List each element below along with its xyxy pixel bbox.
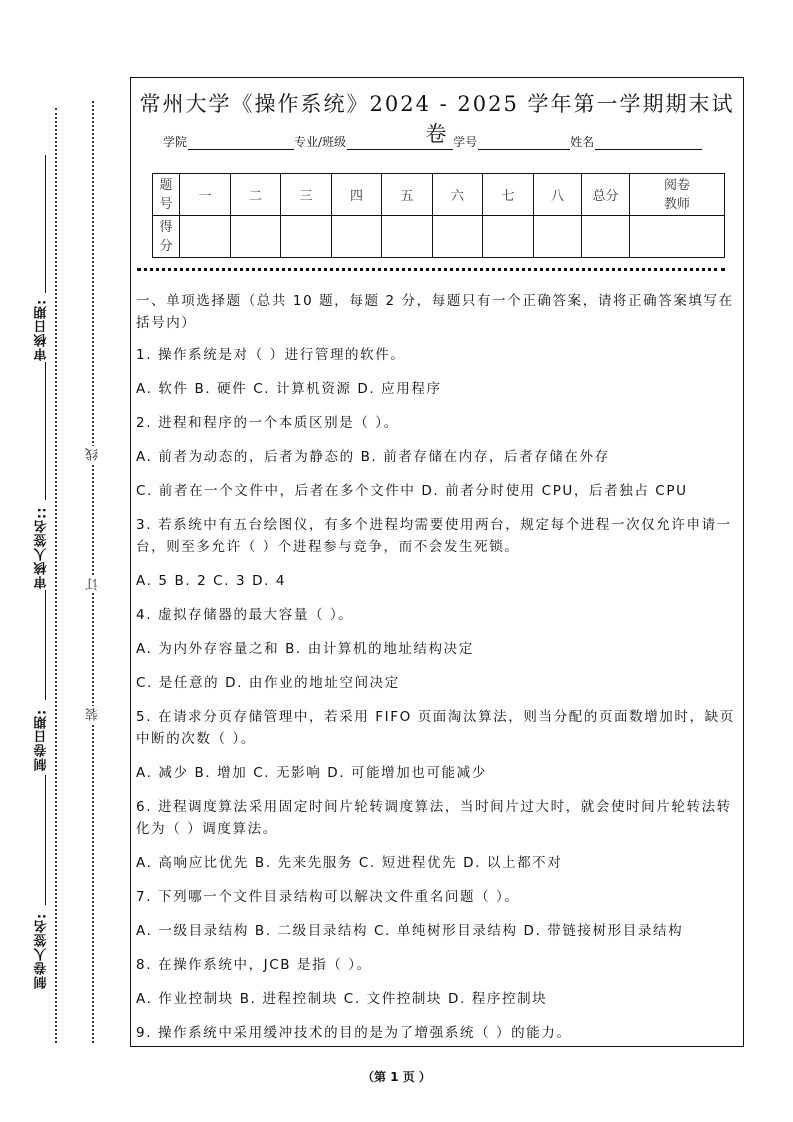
score-row-header: 得 分	[153, 216, 180, 258]
reviewer-signature-line-top	[45, 362, 46, 500]
col-5: 五	[382, 174, 433, 216]
question-4: 4. 虚拟存储器的最大容量（ ）。	[136, 607, 354, 623]
binding-char-xian: 线	[86, 448, 101, 461]
exam-title: 常州大学《操作系统》2024 - 2025 学年第一学期期末试卷	[139, 92, 735, 146]
reviewer-signature-label: 审核人签名::	[34, 506, 50, 589]
question-8-options: A. 作业控制块 B. 进程控制块 C. 文件控制块 D. 程序控制块	[136, 991, 548, 1007]
question-9: 9. 操作系统中采用缓冲技术的目的是为了增强系统（ ）的能力。	[136, 1025, 572, 1041]
score-cell-6[interactable]	[433, 216, 483, 258]
exam-page-frame	[130, 77, 744, 1047]
student-id-label: 学号	[453, 135, 478, 149]
col-4: 四	[332, 174, 382, 216]
question-3: 3. 若系统中有五台绘图仪，有多个进程均需要使用两台，规定每个进程一次仅允许申请一台，则至多允许（ ）个进程参与竞争，而不会发生死锁。	[136, 517, 732, 555]
major-class-field[interactable]	[347, 135, 453, 150]
grader-header: 阅卷 教师	[630, 174, 725, 216]
question-1: 1. 操作系统是对（ ）进行管理的软件。	[136, 347, 406, 363]
section-divider-dotted	[137, 268, 725, 271]
binding-char-zhuang: 装	[86, 708, 101, 721]
question-6-options: A. 高响应比优先 B. 先来先服务 C. 短进程优先 D. 以上都不对	[136, 855, 563, 871]
margin-dotted-line-outer	[92, 101, 94, 1043]
col-3: 三	[281, 174, 332, 216]
col-1: 一	[180, 174, 231, 216]
score-cell-5[interactable]	[382, 216, 433, 258]
name-label: 姓名	[570, 135, 595, 149]
binding-char-ding: 订	[86, 578, 101, 591]
prepare-date-line	[45, 775, 46, 905]
question-8: 8. 在操作系统中，JCB 是指（ ）。	[136, 957, 372, 973]
question-6: 6. 进程调度算法采用固定时间片轮转调度算法，当时间片过大时，就会使时间片轮转法转化为（ ）调度算法。	[136, 799, 732, 837]
col-7: 七	[483, 174, 534, 216]
question-number-header: 题 号	[153, 174, 180, 216]
review-date-line	[45, 155, 46, 293]
question-2-options-cd: C. 前者在一个文件中，后者在多个文件中 D. 前者分时使用 CPU，后者独占 CPU	[136, 483, 688, 499]
name-field[interactable]	[595, 135, 702, 150]
col-8: 八	[534, 174, 582, 216]
col-6: 六	[433, 174, 483, 216]
score-cell-8[interactable]	[534, 216, 582, 258]
question-4-options-cd: C. 是任意的 D. 由作业的地址空间决定	[136, 675, 400, 691]
score-cell-4[interactable]	[332, 216, 382, 258]
section-single-choice	[136, 290, 737, 1056]
reviewer-signature-line	[45, 590, 46, 700]
score-cell-2[interactable]	[231, 216, 281, 258]
question-7: 7. 下列哪一个文件目录结构可以解决文件重名问题（ ）。	[136, 889, 520, 905]
college-field[interactable]	[188, 135, 294, 150]
question-number-row	[153, 174, 725, 216]
score-cell-1[interactable]	[180, 216, 231, 258]
major-class-label: 专业/班级	[294, 135, 347, 149]
question-3-options: A. 5 B. 2 C. 3 D. 4	[136, 573, 287, 589]
question-2-options-ab: A. 前者为动态的，后者为静态的 B. 前者存储在内存，后者存储在外存	[136, 449, 610, 465]
college-label: 学院	[163, 135, 188, 149]
question-5: 5. 在请求分页存储管理中，若采用 FIFO 页面淘汰算法，则当分配的页面数增加时，缺页中断的次数（ ）。	[136, 709, 735, 747]
prepare-date-label: 制卷日期:	[34, 708, 50, 772]
question-5-options: A. 减少 B. 增加 C. 无影响 D. 可能增加也可能减少	[136, 765, 487, 781]
student-id-field[interactable]	[478, 135, 570, 150]
col-2: 二	[231, 174, 281, 216]
review-date-label: 审核日期:	[34, 298, 50, 362]
student-info-row	[163, 133, 702, 150]
score-cell-grader[interactable]	[630, 216, 725, 258]
section-heading: 一、单项选择题（总共 10 题，每题 2 分，每题只有一个正确答案，请将正确答案填写在括号内）	[136, 293, 734, 331]
score-row	[153, 216, 725, 258]
question-2: 2. 进程和程序的一个本质区别是（ ）。	[136, 415, 399, 431]
score-table	[152, 173, 725, 258]
score-cell-total[interactable]	[582, 216, 630, 258]
question-1-options: A. 软件 B. 硬件 C. 计算机资源 D. 应用程序	[136, 381, 442, 397]
score-cell-3[interactable]	[281, 216, 332, 258]
col-total: 总分	[582, 174, 630, 216]
question-4-options-ab: A. 为内外存容量之和 B. 由计算机的地址结构决定	[136, 641, 474, 657]
page-number: （第 1 页 ）	[362, 1070, 431, 1084]
preparer-signature-label: 制卷人签名:	[34, 912, 50, 989]
score-cell-7[interactable]	[483, 216, 534, 258]
question-7-options: A. 一级目录结构 B. 二级目录结构 C. 单纯树形目录结构 D. 带链接树形目录结构	[136, 923, 684, 939]
